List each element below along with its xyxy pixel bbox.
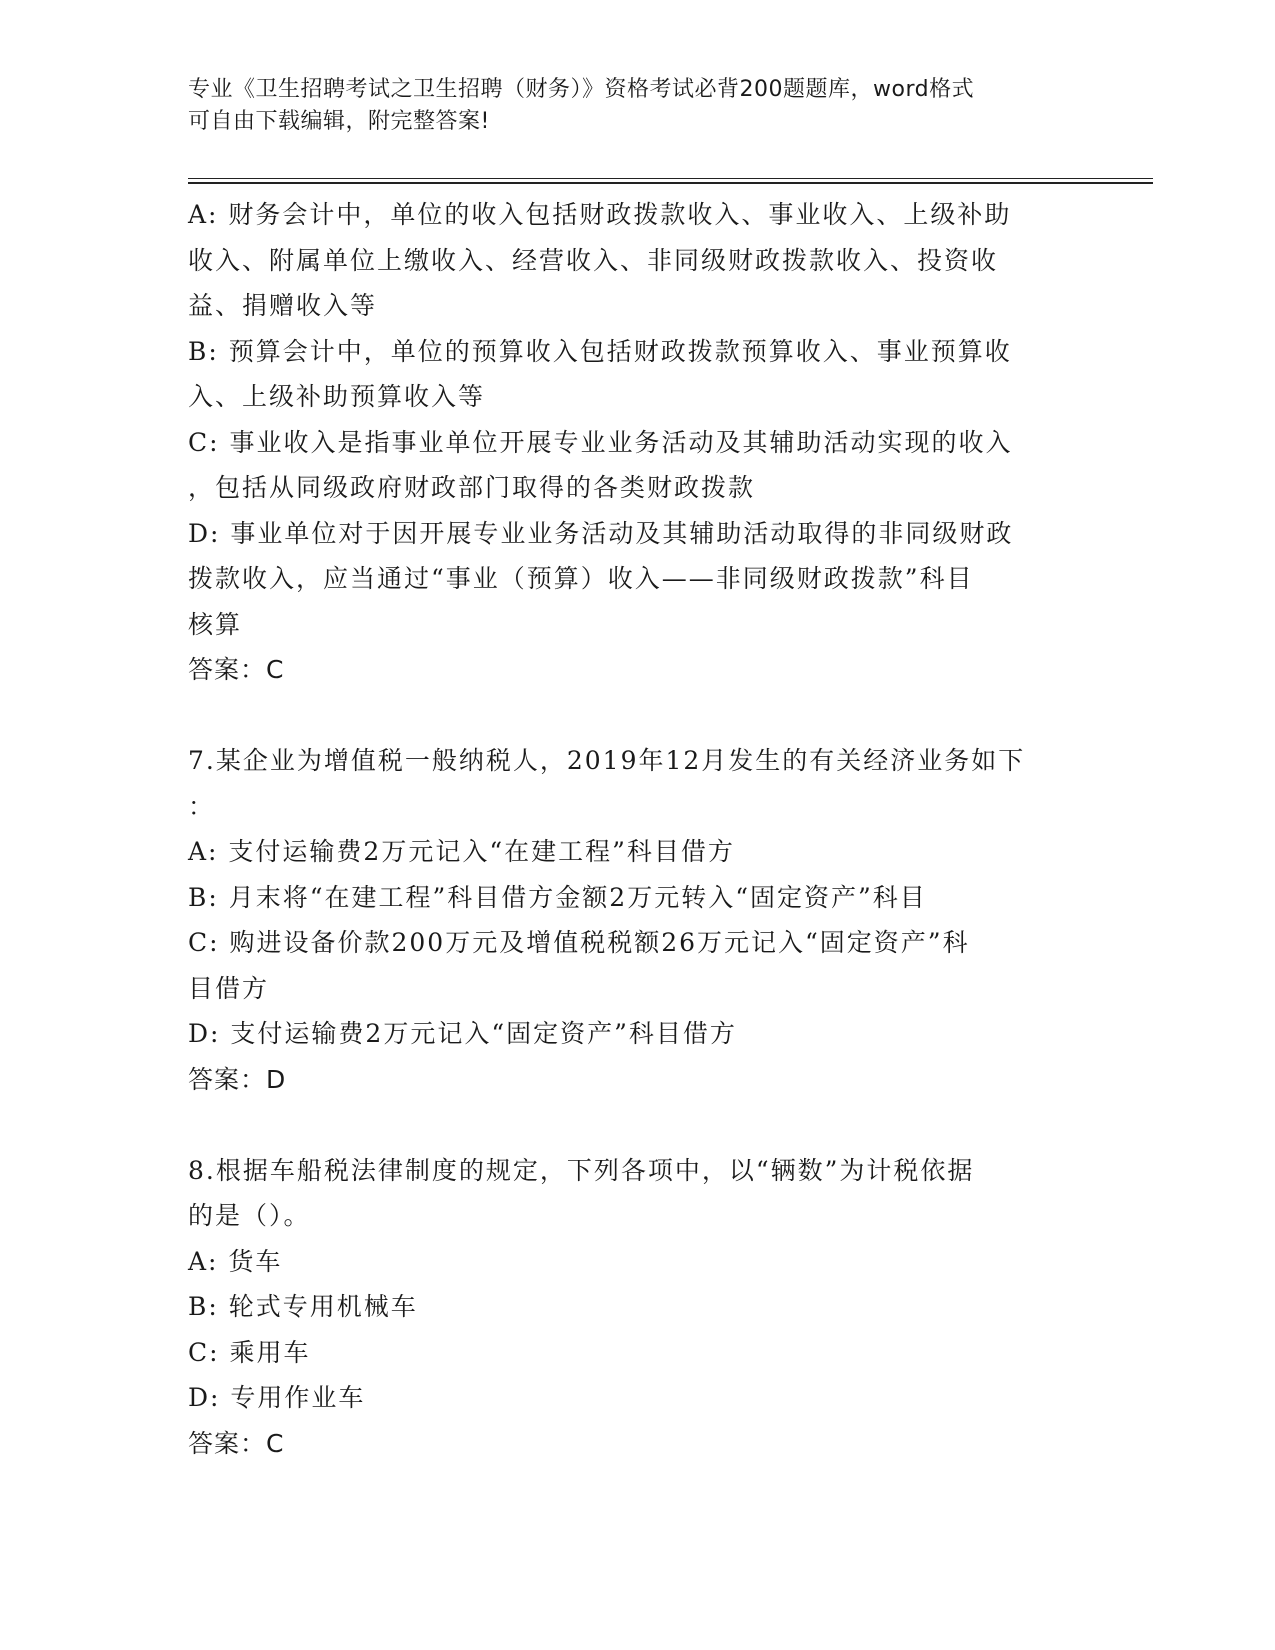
header-line-2: 可自由下载编辑，附完整答案!: [188, 109, 490, 134]
option-line: D: 专用作业车: [188, 1383, 366, 1412]
question-stem: [188, 738, 1088, 829]
option-line: 拨款收入，应当通过“事业（预算）收入——非同级财政拨款”科目: [188, 564, 974, 593]
header-divider-thick: [188, 182, 1153, 184]
question-list: [188, 192, 1088, 1466]
stem-line: 7.某企业为增值税一般纳税人，2019年12月发生的有关经济业务如下: [188, 746, 1026, 775]
option-b: [188, 875, 1088, 921]
question-stem: [188, 1148, 1088, 1239]
option-d: [188, 1375, 1088, 1421]
option-line: 益、捐赠收入等: [188, 291, 378, 320]
option-line: D: 支付运输费2万元记入“固定资产”科目借方: [188, 1019, 737, 1048]
option-line: B: 轮式专用机械车: [188, 1292, 418, 1321]
option-a: [188, 829, 1088, 875]
question-6: [188, 192, 1088, 693]
option-line: A: 支付运输费2万元记入“在建工程”科目借方: [188, 837, 735, 866]
option-line: C: 乘用车: [188, 1337, 311, 1367]
spacer: [188, 1102, 1088, 1148]
option-line: ，包括从同级政府财政部门取得的各类财政拨款: [188, 473, 756, 502]
option-a: [188, 1239, 1088, 1285]
option-line: C: 购进设备价款200万元及增值税税额26万元记入“固定资产”科: [188, 928, 970, 957]
option-line: A: 财务会计中，单位的收入包括财政拨款收入、事业收入、上级补助: [188, 200, 1012, 229]
question-7: [188, 738, 1088, 1102]
answer-label: 答案：C: [188, 655, 285, 684]
document-header: [188, 74, 1068, 138]
stem-line: ：: [188, 791, 216, 821]
option-d: [188, 511, 1088, 648]
question-8: [188, 1148, 1088, 1467]
option-line: 目借方: [188, 973, 270, 1003]
option-c: [188, 1330, 1088, 1376]
option-line: B: 月末将“在建工程”科目借方金额2万元转入“固定资产”科目: [188, 882, 927, 912]
header-divider-thin: [188, 178, 1153, 179]
answer-label: 答案：D: [188, 1064, 287, 1094]
option-line: 核算: [188, 609, 243, 639]
option-c: [188, 420, 1088, 511]
option-line: 入、上级补助预算收入等: [188, 382, 486, 411]
option-line: B: 预算会计中，单位的预算收入包括财政拨款预算收入、事业预算收: [188, 336, 1012, 366]
header-line-1: 专业《卫生招聘考试之卫生招聘（财务）》资格考试必背200题题库，word格式: [188, 77, 975, 102]
option-line: C: 事业收入是指事业单位开展专业业务活动及其辅助活动实现的收入: [188, 427, 1013, 457]
option-a: [188, 192, 1088, 329]
option-d: [188, 1011, 1088, 1057]
option-c: [188, 920, 1088, 1011]
option-line: A: 货车: [188, 1246, 283, 1276]
option-b: [188, 329, 1088, 420]
option-line: D: 事业单位对于因开展专业业务活动及其辅助活动取得的非同级财政: [188, 518, 1014, 548]
option-line: 收入、附属单位上缴收入、经营收入、非同级财政拨款收入、投资收: [188, 245, 999, 275]
stem-line: 8.根据车船税法律制度的规定，下列各项中，以“辆数”为计税依据: [188, 1155, 975, 1185]
option-b: [188, 1284, 1088, 1330]
stem-line: 的是（）。: [188, 1201, 311, 1230]
answer-label: 答案：C: [188, 1428, 285, 1458]
spacer: [188, 693, 1088, 739]
